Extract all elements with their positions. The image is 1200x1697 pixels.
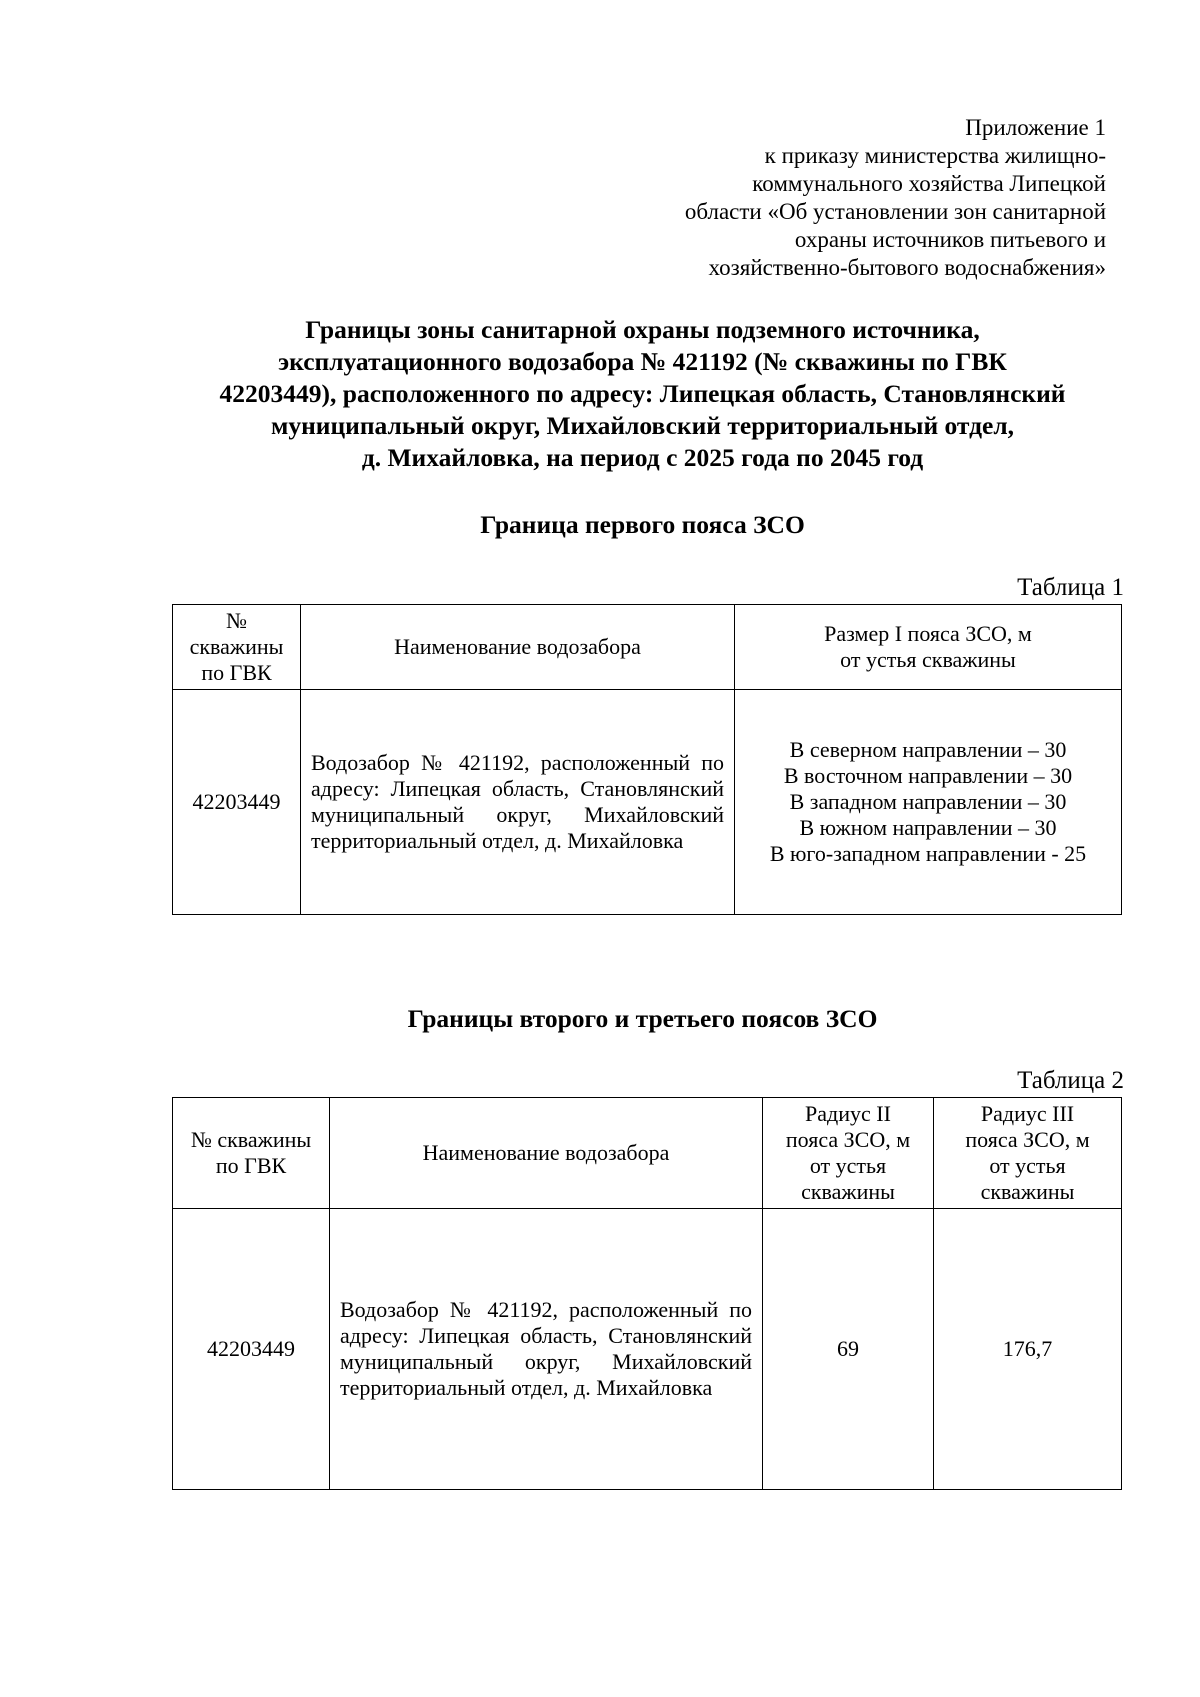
appendix-line: хозяйственно-бытового водоснабжения» <box>708 255 1106 280</box>
section2-title: Границы второго и третьего поясов ЗСО <box>407 1004 878 1033</box>
title-line: эксплуатационного водозабора № 421192 (№ скважины по ГВК <box>278 347 1007 376</box>
table2 <box>172 1097 1122 1490</box>
table1-header-well: № скважины по ГВК <box>173 605 301 690</box>
appendix-line: охраны источников питьевого и <box>794 227 1106 252</box>
table1-header-row <box>173 605 1122 690</box>
section1-title: Граница первого пояса ЗСО <box>480 510 805 539</box>
table1 <box>172 604 1122 915</box>
table1-header-size: Размер I пояса ЗСО, м от устья скважины <box>735 605 1122 690</box>
table1-cell-sizes: В северном направлении – 30 В восточном направлении – 30 В западном направлении – 30 В южном направлении – 30 В юго-западном направлении - 25 <box>735 690 1122 915</box>
title-line: д. Михайловка, на период с 2025 года по 2045 год <box>361 443 924 472</box>
appendix-line: Приложение 1 <box>965 115 1106 140</box>
table2-cell-r2: 69 <box>763 1209 934 1490</box>
table2-header-name: Наименование водозабора <box>330 1098 763 1209</box>
table-row <box>173 1209 1122 1490</box>
table1-cell-well: 42203449 <box>173 690 301 915</box>
table2-header-row <box>173 1098 1122 1209</box>
table1-cell-name: Водозабор № 421192, расположенный по адресу: Липецкая область, Становлянский муниципальный округ, Михайловский территориальный отдел, д. Михайловка <box>301 690 735 915</box>
table2-header-r2: Радиус II пояса ЗСО, м от устья скважины <box>763 1098 934 1209</box>
table2-header-r3: Радиус III пояса ЗСО, м от устья скважины <box>934 1098 1122 1209</box>
appendix-line: области «Об установлении зон санитарной <box>684 199 1106 224</box>
appendix-block <box>626 114 1106 282</box>
table2-label: Таблица 2 <box>1017 1067 1124 1094</box>
table2-cell-r3: 176,7 <box>934 1209 1122 1490</box>
title-line: 42203449), расположенного по адресу: Липецкая область, Становлянский <box>219 379 1066 408</box>
title-line: муниципальный округ, Михайловский территориальный отдел, <box>270 411 1015 440</box>
document-title <box>150 314 1135 474</box>
table2-header-well: № скважины по ГВК <box>173 1098 330 1209</box>
appendix-line: к приказу министерства жилищно- <box>764 143 1106 168</box>
table-row <box>173 690 1122 915</box>
table1-label: Таблица 1 <box>1017 574 1124 601</box>
title-line: Границы зоны санитарной охраны подземного источника, <box>305 315 980 344</box>
table2-cell-name: Водозабор № 421192, расположенный по адресу: Липецкая область, Становлянский муниципальный округ, Михайловский территориальный отдел, д. Михайловка <box>330 1209 763 1490</box>
table1-header-name: Наименование водозабора <box>301 605 735 690</box>
appendix-line: коммунального хозяйства Липецкой <box>752 171 1106 196</box>
table2-cell-well: 42203449 <box>173 1209 330 1490</box>
